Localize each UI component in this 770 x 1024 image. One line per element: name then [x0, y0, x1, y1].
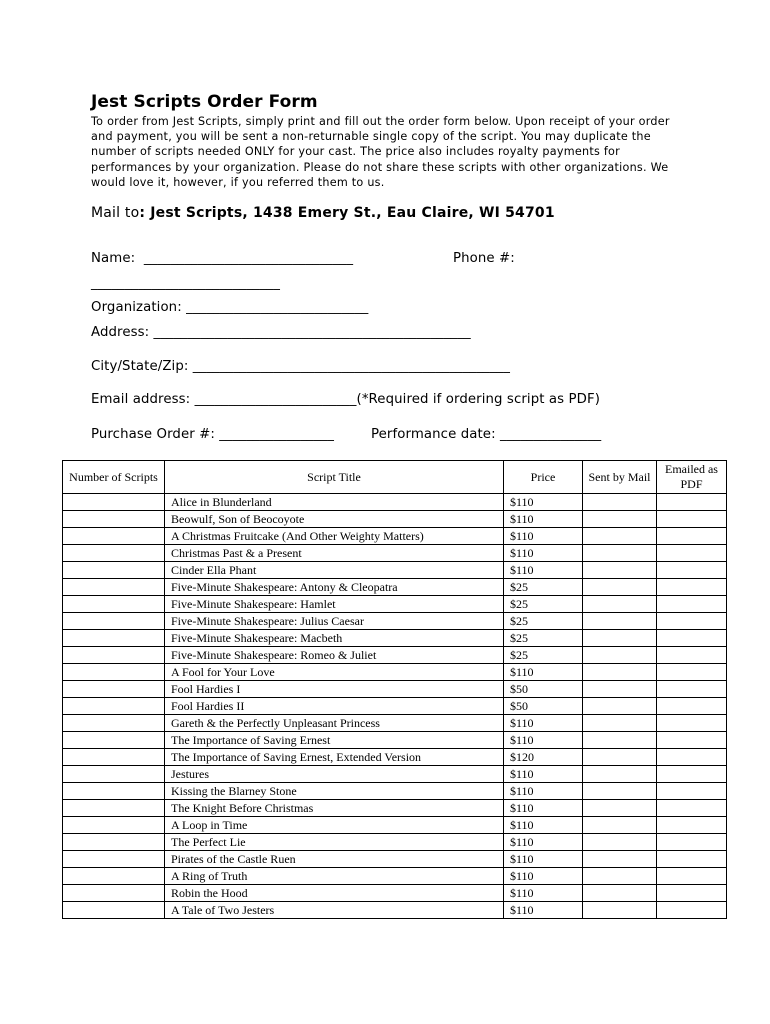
script-title-cell: Five-Minute Shakespeare: Hamlet	[165, 596, 504, 613]
number-of-scripts-cell[interactable]	[63, 613, 165, 630]
script-title-cell: The Perfect Lie	[165, 834, 504, 851]
price-cell: $110	[504, 664, 583, 681]
mail-to-address: : Jest Scripts, 1438 Emery St., Eau Claire, WI 54701	[139, 205, 555, 221]
sent-by-mail-cell[interactable]	[583, 817, 657, 834]
table-row	[63, 834, 727, 851]
table-row	[63, 528, 727, 545]
script-title-cell: Gareth & the Perfectly Unpleasant Princess	[165, 715, 504, 732]
script-title-cell: Alice in Blunderland	[165, 494, 504, 511]
sent-by-mail-cell[interactable]	[583, 647, 657, 664]
mail-to-line	[91, 205, 555, 221]
table-row	[63, 562, 727, 579]
table-row	[63, 902, 727, 919]
table-row	[63, 647, 727, 664]
price-cell: $110	[504, 528, 583, 545]
price-cell: $110	[504, 511, 583, 528]
price-cell: $110	[504, 783, 583, 800]
emailed-as-pdf-cell[interactable]	[657, 630, 727, 647]
emailed-as-pdf-cell[interactable]	[657, 647, 727, 664]
script-title-cell: Five-Minute Shakespeare: Romeo & Juliet	[165, 647, 504, 664]
number-of-scripts-cell[interactable]	[63, 885, 165, 902]
name-field[interactable]: Name: _______________________________	[91, 251, 354, 266]
sent-by-mail-cell[interactable]	[583, 579, 657, 596]
emailed-as-pdf-cell[interactable]	[657, 528, 727, 545]
sent-by-mail-cell[interactable]	[583, 868, 657, 885]
price-cell: $110	[504, 766, 583, 783]
emailed-as-pdf-cell[interactable]	[657, 868, 727, 885]
number-of-scripts-cell[interactable]	[63, 494, 165, 511]
table-header-row	[63, 461, 727, 494]
script-title-cell: A Christmas Fruitcake (And Other Weighty Matters)	[165, 528, 504, 545]
number-of-scripts-cell[interactable]	[63, 902, 165, 919]
emailed-as-pdf-cell[interactable]	[657, 783, 727, 800]
mail-to-label: Mail to	[91, 205, 140, 221]
number-of-scripts-cell[interactable]	[63, 834, 165, 851]
price-cell: $110	[504, 562, 583, 579]
table-row	[63, 800, 727, 817]
sent-by-mail-cell[interactable]	[583, 698, 657, 715]
table-row	[63, 579, 727, 596]
price-cell: $110	[504, 851, 583, 868]
emailed-as-pdf-cell[interactable]	[657, 715, 727, 732]
sent-by-mail-cell[interactable]	[583, 766, 657, 783]
page-title: Jest Scripts Order Form	[91, 92, 318, 112]
phone-field-label[interactable]: Phone #:	[453, 251, 515, 266]
emailed-as-pdf-cell[interactable]	[657, 698, 727, 715]
sent-by-mail-cell[interactable]	[583, 885, 657, 902]
sent-by-mail-cell[interactable]	[583, 902, 657, 919]
script-title-cell: Jestures	[165, 766, 504, 783]
header-emailed-as-pdf: Emailed as PDF	[657, 461, 727, 494]
price-cell: $120	[504, 749, 583, 766]
script-title-cell: Beowulf, Son of Beocoyote	[165, 511, 504, 528]
script-title-cell: The Knight Before Christmas	[165, 800, 504, 817]
header-number-of-scripts: Number of Scripts	[63, 461, 165, 494]
number-of-scripts-cell[interactable]	[63, 511, 165, 528]
table-row	[63, 545, 727, 562]
sent-by-mail-cell[interactable]	[583, 715, 657, 732]
table-row	[63, 766, 727, 783]
number-of-scripts-cell[interactable]	[63, 800, 165, 817]
table-row	[63, 715, 727, 732]
number-of-scripts-cell[interactable]	[63, 749, 165, 766]
sent-by-mail-cell[interactable]	[583, 834, 657, 851]
price-cell: $110	[504, 800, 583, 817]
price-cell: $50	[504, 698, 583, 715]
script-title-cell: Fool Hardies I	[165, 681, 504, 698]
header-script-title: Script Title	[165, 461, 504, 494]
price-cell: $110	[504, 732, 583, 749]
script-title-cell: A Loop in Time	[165, 817, 504, 834]
script-title-cell: Five-Minute Shakespeare: Antony & Cleopatra	[165, 579, 504, 596]
price-cell: $25	[504, 630, 583, 647]
price-cell: $50	[504, 681, 583, 698]
number-of-scripts-cell[interactable]	[63, 545, 165, 562]
city-state-zip-field[interactable]: City/State/Zip: _______________________________________________	[91, 359, 510, 374]
sent-by-mail-cell[interactable]	[583, 664, 657, 681]
number-of-scripts-cell[interactable]	[63, 868, 165, 885]
order-table	[62, 460, 727, 919]
emailed-as-pdf-cell[interactable]	[657, 545, 727, 562]
table-row	[63, 851, 727, 868]
emailed-as-pdf-cell[interactable]	[657, 681, 727, 698]
number-of-scripts-cell[interactable]	[63, 732, 165, 749]
table-row	[63, 783, 727, 800]
script-title-cell: A Ring of Truth	[165, 868, 504, 885]
number-of-scripts-cell[interactable]	[63, 783, 165, 800]
table-row	[63, 511, 727, 528]
price-cell: $110	[504, 817, 583, 834]
emailed-as-pdf-cell[interactable]	[657, 613, 727, 630]
emailed-as-pdf-cell[interactable]	[657, 902, 727, 919]
number-of-scripts-cell[interactable]	[63, 630, 165, 647]
table-row	[63, 494, 727, 511]
sent-by-mail-cell[interactable]	[583, 732, 657, 749]
number-of-scripts-cell[interactable]	[63, 851, 165, 868]
sent-by-mail-cell[interactable]	[583, 562, 657, 579]
sent-by-mail-cell[interactable]	[583, 613, 657, 630]
emailed-as-pdf-cell[interactable]	[657, 562, 727, 579]
sent-by-mail-cell[interactable]	[583, 528, 657, 545]
table-row	[63, 749, 727, 766]
order-table-body	[63, 494, 727, 919]
table-row	[63, 698, 727, 715]
emailed-as-pdf-cell[interactable]	[657, 817, 727, 834]
table-row	[63, 732, 727, 749]
emailed-as-pdf-cell[interactable]	[657, 851, 727, 868]
price-cell: $25	[504, 596, 583, 613]
sent-by-mail-cell[interactable]	[583, 681, 657, 698]
emailed-as-pdf-cell[interactable]	[657, 749, 727, 766]
address-field[interactable]: Address: _______________________________________________	[91, 325, 471, 340]
script-title-cell: A Fool for Your Love	[165, 664, 504, 681]
price-cell: $110	[504, 545, 583, 562]
sent-by-mail-cell[interactable]	[583, 630, 657, 647]
email-field[interactable]: Email address: ________________________(*Required if ordering script as PDF)	[91, 392, 600, 407]
emailed-as-pdf-cell[interactable]	[657, 579, 727, 596]
table-row	[63, 817, 727, 834]
script-title-cell: Robin the Hood	[165, 885, 504, 902]
script-title-cell: Five-Minute Shakespeare: Julius Caesar	[165, 613, 504, 630]
sent-by-mail-cell[interactable]	[583, 749, 657, 766]
price-cell: $110	[504, 834, 583, 851]
number-of-scripts-cell[interactable]	[63, 596, 165, 613]
emailed-as-pdf-cell[interactable]	[657, 664, 727, 681]
number-of-scripts-cell[interactable]	[63, 647, 165, 664]
number-of-scripts-cell[interactable]	[63, 698, 165, 715]
script-title-cell: A Tale of Two Jesters	[165, 902, 504, 919]
sent-by-mail-cell[interactable]	[583, 851, 657, 868]
emailed-as-pdf-cell[interactable]	[657, 511, 727, 528]
emailed-as-pdf-cell[interactable]	[657, 732, 727, 749]
phone-field-line[interactable]: ____________________________	[91, 276, 280, 291]
script-title-cell: Fool Hardies II	[165, 698, 504, 715]
script-title-cell: The Importance of Saving Ernest	[165, 732, 504, 749]
performance-date-field[interactable]: Performance date: _______________	[371, 427, 602, 442]
table-row	[63, 885, 727, 902]
price-cell: $110	[504, 715, 583, 732]
number-of-scripts-cell[interactable]	[63, 715, 165, 732]
number-of-scripts-cell[interactable]	[63, 766, 165, 783]
emailed-as-pdf-cell[interactable]	[657, 596, 727, 613]
table-row	[63, 613, 727, 630]
price-cell: $110	[504, 868, 583, 885]
number-of-scripts-cell[interactable]	[63, 817, 165, 834]
sent-by-mail-cell[interactable]	[583, 545, 657, 562]
price-cell: $25	[504, 613, 583, 630]
price-cell: $110	[504, 885, 583, 902]
table-row	[63, 596, 727, 613]
number-of-scripts-cell[interactable]	[63, 528, 165, 545]
sent-by-mail-cell[interactable]	[583, 783, 657, 800]
script-title-cell: The Importance of Saving Ernest, Extended Version	[165, 749, 504, 766]
emailed-as-pdf-cell[interactable]	[657, 834, 727, 851]
table-row	[63, 868, 727, 885]
price-cell: $25	[504, 579, 583, 596]
number-of-scripts-cell[interactable]	[63, 681, 165, 698]
sent-by-mail-cell[interactable]	[583, 511, 657, 528]
emailed-as-pdf-cell[interactable]	[657, 766, 727, 783]
sent-by-mail-cell[interactable]	[583, 494, 657, 511]
script-title-cell: Kissing the Blarney Stone	[165, 783, 504, 800]
number-of-scripts-cell[interactable]	[63, 579, 165, 596]
script-title-cell: Christmas Past & a Present	[165, 545, 504, 562]
table-row	[63, 630, 727, 647]
number-of-scripts-cell[interactable]	[63, 562, 165, 579]
sent-by-mail-cell[interactable]	[583, 800, 657, 817]
header-sent-by-mail: Sent by Mail	[583, 461, 657, 494]
emailed-as-pdf-cell[interactable]	[657, 885, 727, 902]
script-title-cell: Pirates of the Castle Ruen	[165, 851, 504, 868]
script-title-cell: Five-Minute Shakespeare: Macbeth	[165, 630, 504, 647]
table-row	[63, 681, 727, 698]
header-price: Price	[504, 461, 583, 494]
emailed-as-pdf-cell[interactable]	[657, 800, 727, 817]
intro-paragraph: To order from Jest Scripts, simply print and fill out the order form below. Upon receipt of your order and payment, you will be sent a non-returnable single copy of the script. You may duplicate the number of scripts needed ONLY for your cast. The price also includes royalty payments for performances by your organization. Please do not share these scripts with other organizations. We would love it, however, if you referred them to us.	[91, 115, 670, 189]
purchase-order-field[interactable]: Purchase Order #: _________________	[91, 427, 334, 442]
price-cell: $25	[504, 647, 583, 664]
script-title-cell: Cinder Ella Phant	[165, 562, 504, 579]
price-cell: $110	[504, 494, 583, 511]
price-cell: $110	[504, 902, 583, 919]
emailed-as-pdf-cell[interactable]	[657, 494, 727, 511]
table-row	[63, 664, 727, 681]
sent-by-mail-cell[interactable]	[583, 596, 657, 613]
number-of-scripts-cell[interactable]	[63, 664, 165, 681]
organization-field[interactable]: Organization: ___________________________	[91, 300, 369, 315]
